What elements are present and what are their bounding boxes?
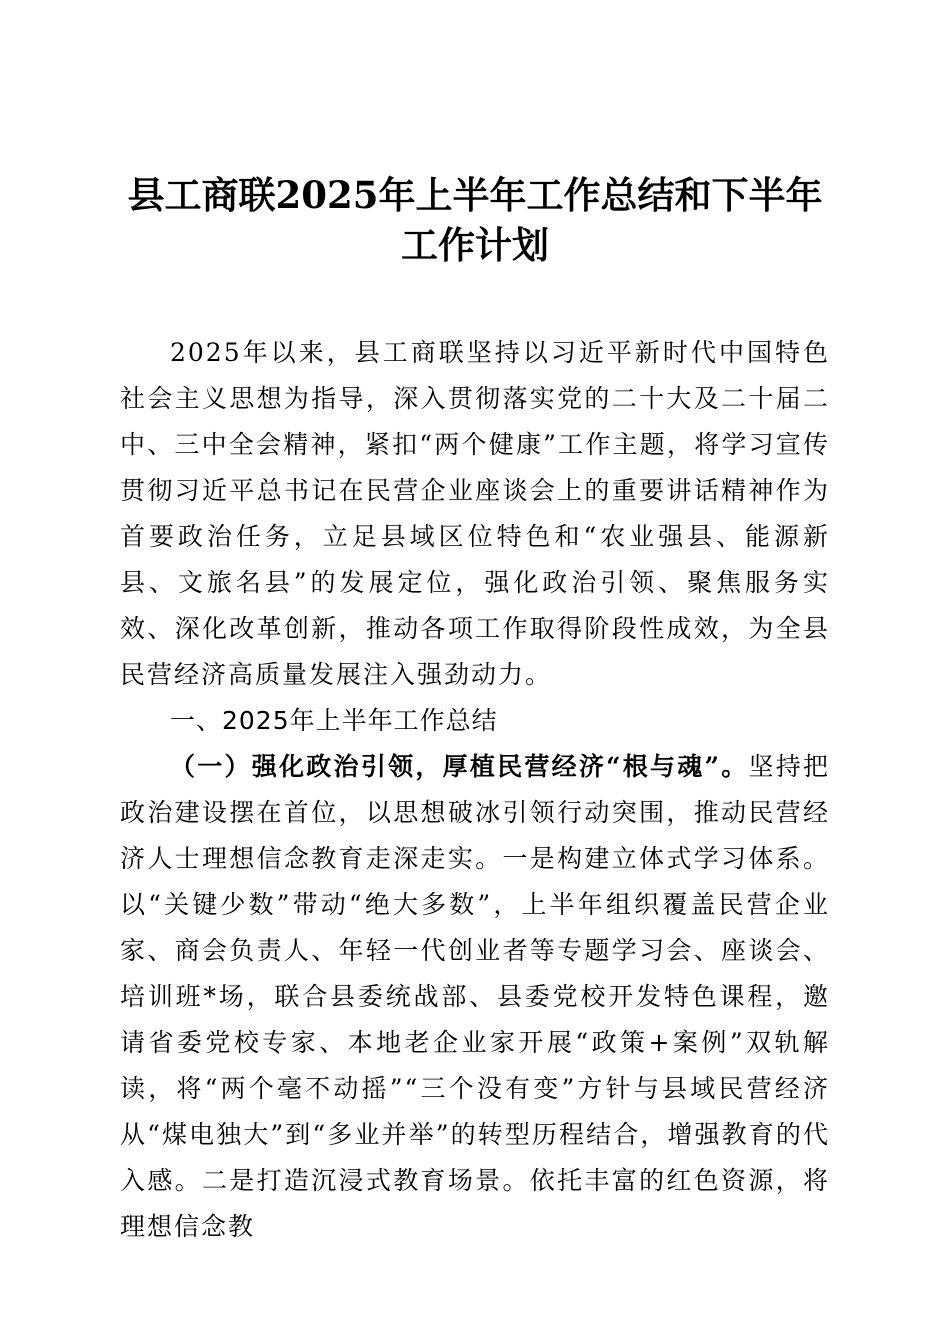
intro-paragraph: 2025年以来，县工商联坚持以习近平新时代中国特色社会主义思想为指导，深入贯彻落实党的二十大及二十届二中、三中全会精神，紧扣“两个健康”工作主题，将学习宣传贯彻习近平总书记在民营企业座谈会上的重要讲话精神作为首要政治任务，立足县域区位特色和“农业强县、能源新县、文旅名县”的发展定位，强化政治引领、聚焦服务实效、深化改革创新，推动各项工作取得阶段性成效，为全县民营经济高质量发展注入强劲动力。 bbox=[120, 338, 830, 689]
subsection-body: 坚持把政治建设摆在首位，以思想破冰引领行动突围，推动民营经济人士理想信念教育走深走实。一是构建立体式学习体系。以“关键少数”带动“绝大多数”，上半年组织覆盖民营企业家、商会负责人、年轻一代创业者等专题学习会、座谈会、培训班*场，联合县委统战部、县委党校开发特色课程，邀请省委党校专家、本地老企业家开展“政策+案例”双轨解读，将“两个毫不动摇”“三个没有变”方针与县域民营经济从“煤电独大”到“多业并举”的转型历程结合，增强教育的代入感。二是打造沉浸式教育场景。依托丰富的红色资源，将理想信念教 bbox=[120, 752, 830, 1241]
subsection-title: （一）强化政治引领，厚植民营经济“根与魂”。 bbox=[170, 752, 749, 781]
subsection-paragraph bbox=[120, 744, 830, 1250]
document-title: 县工商联2025年上半年工作总结和下半年工作计划 bbox=[127, 173, 823, 267]
document-page bbox=[120, 170, 830, 1250]
section-heading: 一、2025年上半年工作总结 bbox=[170, 706, 498, 735]
